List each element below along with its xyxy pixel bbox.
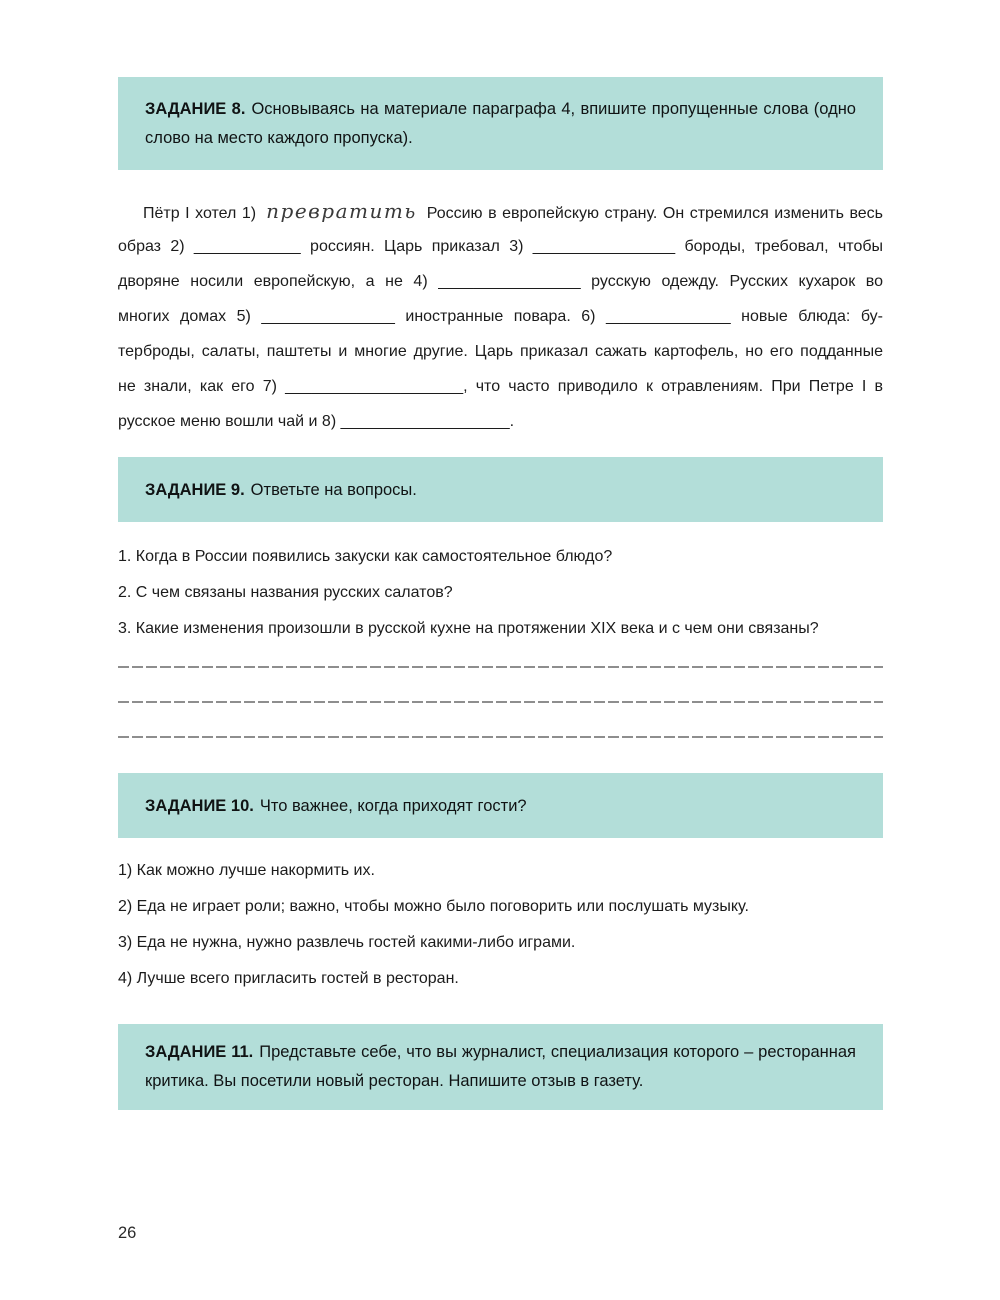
- task8-box: [118, 77, 883, 170]
- question-item: 2. С чем связаны названия русских салатов?: [118, 584, 453, 601]
- page-content: [118, 77, 883, 1110]
- paragraph-line: русское меню вошли чай и 8) ___________________.: [118, 413, 515, 430]
- paragraph-line: не знали, как его 7) ____________________, что часто приводило к отравлениям. При Петре I в: [118, 378, 883, 395]
- task11-label: ЗАДАНИЕ 11.: [145, 1043, 254, 1061]
- task11-instruction: Представьте себе, что вы журналист, специализация которого – ресторанная критика. Вы посетили новый ресторан. Напишите отзыв в газету.: [145, 1043, 856, 1090]
- page-number: 26: [118, 1224, 137, 1242]
- task10-label: ЗАДАНИЕ 10.: [145, 797, 254, 815]
- answer-lines: [118, 666, 883, 738]
- task10-box: [118, 773, 883, 838]
- option-item: 2) Еда не играет роли; важно, чтобы можно было поговорить или послушать музыку.: [118, 898, 749, 915]
- option-item: 1) Как можно лучше накормить их.: [118, 862, 375, 879]
- option-item: 4) Лучше всего пригласить гостей в ресторан.: [118, 970, 459, 987]
- task8-instruction: Основываясь на материале параграфа 4, впишите пропущенные слова (одно слово на место каждого пропуска).: [145, 100, 856, 147]
- task8-label: ЗАДАНИЕ 8.: [145, 100, 246, 118]
- paragraph-line: многих домах 5) _______________ иностранные повара. 6) ______________ новые блюда: бу-: [118, 308, 883, 325]
- paragraph-text-after-blank: Россию в европейскую страну. Он стремился изменить весь: [426, 205, 883, 222]
- paragraph-line: терброды, салаты, паштеты и многие другие. Царь приказал сажать картофель, но его подданные: [118, 343, 883, 360]
- answer-line: [118, 701, 883, 703]
- task10-options: [118, 853, 883, 997]
- task9-questions: [118, 539, 883, 647]
- task9-box: [118, 457, 883, 522]
- handwritten-answer: превратить: [266, 199, 417, 223]
- answer-line: [118, 666, 883, 668]
- task8-paragraph: [118, 194, 883, 439]
- task9-label: ЗАДАНИЕ 9.: [145, 481, 245, 499]
- question-item: 1. Когда в России появились закуски как самостоятельное блюдо?: [118, 548, 613, 565]
- task10-instruction: Что важнее, когда приходят гости?: [259, 797, 527, 815]
- question-item: 3. Какие изменения произошли в русской кухне на протяжении XIX века и с чем они связаны?: [118, 620, 819, 637]
- task11-box: [118, 1024, 883, 1110]
- paragraph-text-before-blank: Пётр I хотел 1): [143, 205, 257, 222]
- paragraph-line: дворяне носили европейскую, а не 4) ________________ русскую одежду. Русских кухарок во: [118, 273, 883, 290]
- paragraph-line: образ 2) ____________ россиян. Царь приказал 3) ________________ бороды, требовал, чтобы: [118, 238, 883, 255]
- paragraph-line: [118, 194, 883, 229]
- answer-line: [118, 736, 883, 738]
- option-item: 3) Еда не нужна, нужно развлечь гостей какими-либо играми.: [118, 934, 576, 951]
- task9-instruction: Ответьте на вопросы.: [250, 481, 417, 499]
